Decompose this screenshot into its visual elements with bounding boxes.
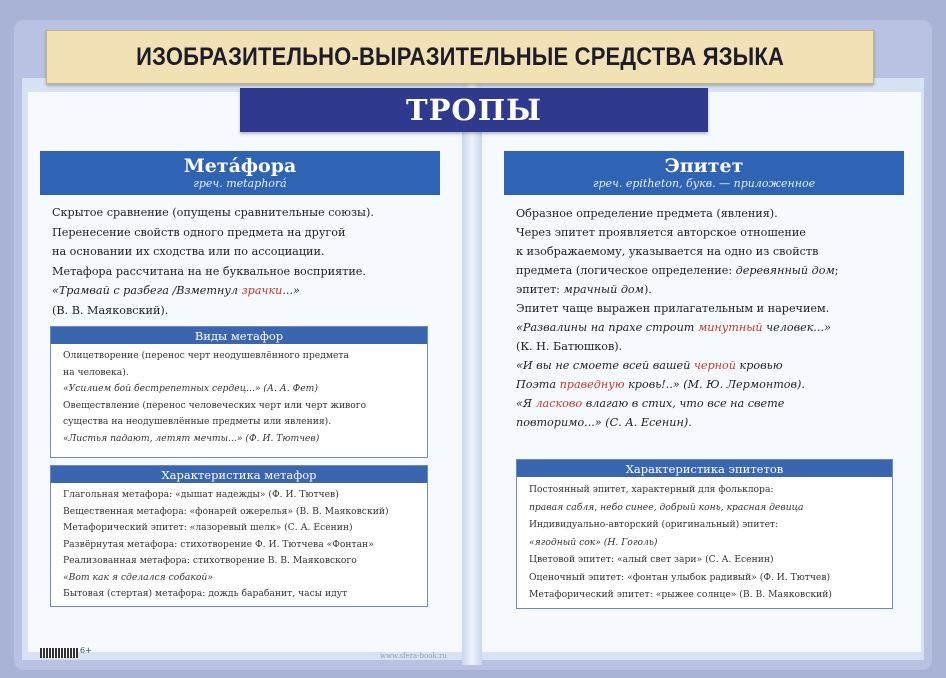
epithet-line: Образное определение предмета (явления). bbox=[516, 207, 778, 220]
list-item: Метафорический эпитет: «лазоревый шелк» (С. А. Есенин) bbox=[63, 522, 353, 533]
metaphor-line: (В. В. Маяковский). bbox=[52, 303, 169, 317]
list-item: Постоянный эпитет, характерный для фольклора: bbox=[529, 484, 774, 495]
metaphor-line: Перенесение свойств одного предмета на другой bbox=[52, 225, 346, 239]
list-item: Бытовая (стертая) метафора: дождь барабанит, часы идут bbox=[63, 588, 348, 599]
list-item: на человека). bbox=[63, 366, 129, 378]
list-item: Цветовой эпитет: «алый свет зари» (С. А. Есенин) bbox=[529, 554, 774, 565]
epithet-example: «Я ласково влагаю в стих, что все на свете bbox=[516, 397, 785, 410]
list-item: Реализованная метафора: стихотворение В. В. Маяковского bbox=[63, 555, 357, 566]
age-rating: 6+ bbox=[80, 646, 92, 655]
list-item: «Усилием бой бестрепетных сердец...» (А. А. Фет) bbox=[63, 383, 318, 394]
metaphor-characteristics-box bbox=[50, 465, 428, 607]
metaphor-example: «Трамвай с разбега /Взметнул зрачки...» bbox=[52, 284, 300, 297]
barcode-icon bbox=[40, 648, 78, 658]
section-title-text: ТРОПЫ bbox=[406, 93, 542, 127]
epithet-header bbox=[504, 151, 904, 195]
epithet-definition bbox=[516, 204, 839, 432]
list-item: правая сабля, небо синее, добрый конь, красная девица bbox=[529, 501, 804, 513]
epithet-line: эпитет: мрачный дом). bbox=[516, 283, 652, 296]
metaphor-line: на основании их сходства или по ассоциации. bbox=[52, 245, 325, 258]
epithet-line: Через эпитет проявляется авторское отношение bbox=[516, 226, 806, 239]
metaphor-line: Скрытое сравнение (опущены сравнительные союзы). bbox=[52, 206, 374, 219]
list-item: Развёрнутая метафора: стихотворение Ф. И. Тютчева «Фонтан» bbox=[63, 538, 374, 550]
epithet-line: предмета (логическое определение: деревянный дом; bbox=[516, 264, 839, 277]
metaphor-origin: греч. metaphorá bbox=[193, 177, 287, 190]
list-item: Олицетворение (перенос черт неодушевлённого предмета bbox=[63, 350, 349, 361]
list-item: «Вот как я сделался собакой» bbox=[63, 571, 213, 583]
epithet-example: «И вы не смоете всей вашей черной кровью bbox=[516, 359, 783, 372]
epithet-example: повторимо...» (С. А. Есенин). bbox=[516, 416, 692, 429]
metaphor-types-box bbox=[50, 326, 428, 458]
epithet-line: (К. Н. Батюшков). bbox=[516, 340, 623, 353]
highlighted-word: праведную bbox=[559, 378, 625, 391]
metaphor-header bbox=[40, 151, 440, 195]
list-item: Индивидуально-авторский (оригинальный) эпитет: bbox=[529, 519, 779, 530]
highlighted-word: минутный bbox=[697, 321, 763, 334]
publisher-site: www.sfera-book.ru bbox=[380, 652, 447, 660]
highlighted-word: зрачки bbox=[241, 284, 283, 297]
list-item: Оценочный эпитет: «фонтан улыбок радивый» (Ф. И. Тютчев) bbox=[529, 571, 831, 583]
section-title bbox=[240, 88, 708, 132]
list-item: существа на неодушевлённые предметы или явления). bbox=[63, 416, 332, 427]
poster-title-text: ИЗОБРАЗИТЕЛЬНО-ВЫРАЗИТЕЛЬНЫЕ СРЕДСТВА ЯЗЫКА bbox=[136, 42, 784, 71]
metaphor-definition bbox=[52, 203, 374, 320]
epithet-origin: греч. epitheton, букв. — приложенное bbox=[592, 177, 816, 190]
epithet-example: Поэта праведную кровь!..» (М. Ю. Лермонтов). bbox=[516, 378, 805, 391]
list-item: Глагольная метафора: «дышат надежды» (Ф. И. Тютчев) bbox=[63, 489, 339, 500]
epithet-example: «Развалины на прахе строит минутный человек...» bbox=[516, 321, 831, 334]
metaphor-types-header: Виды метафор bbox=[51, 327, 427, 344]
list-item: «Листья падают, летят мечты...» (Ф. И. Тютчев) bbox=[63, 432, 320, 444]
list-item: Овеществление (перенос человеческих черт или черт живого bbox=[63, 399, 367, 411]
epithet-heading: Эпитет bbox=[664, 155, 744, 177]
list-item: «ягодный сок» (Н. Гоголь) bbox=[529, 536, 658, 548]
epithet-line: Эпитет чаще выражен прилагательным и наречием. bbox=[516, 302, 830, 315]
epithet-characteristics-header: Характеристика эпитетов bbox=[517, 460, 892, 477]
metaphor-heading: Мета́фора bbox=[183, 155, 297, 177]
metaphor-line: Метафора рассчитана на не буквальное восприятие. bbox=[52, 264, 366, 278]
metaphor-characteristics-header: Характеристика метафор bbox=[51, 466, 427, 483]
poster-title bbox=[46, 30, 874, 84]
book-spine bbox=[462, 80, 482, 665]
list-item: Вещественная метафора: «фонарей ожерелья» (В. В. Маяковский) bbox=[63, 505, 389, 517]
list-item: Метафорический эпитет: «рыжее солнце» (В. В. Маяковский) bbox=[529, 589, 832, 600]
highlighted-word: черной bbox=[693, 359, 736, 372]
epithet-line: к изображаемому, указывается на одно из свойств bbox=[516, 245, 819, 258]
epithet-characteristics-box bbox=[516, 459, 893, 609]
highlighted-word: ласково bbox=[535, 397, 583, 410]
